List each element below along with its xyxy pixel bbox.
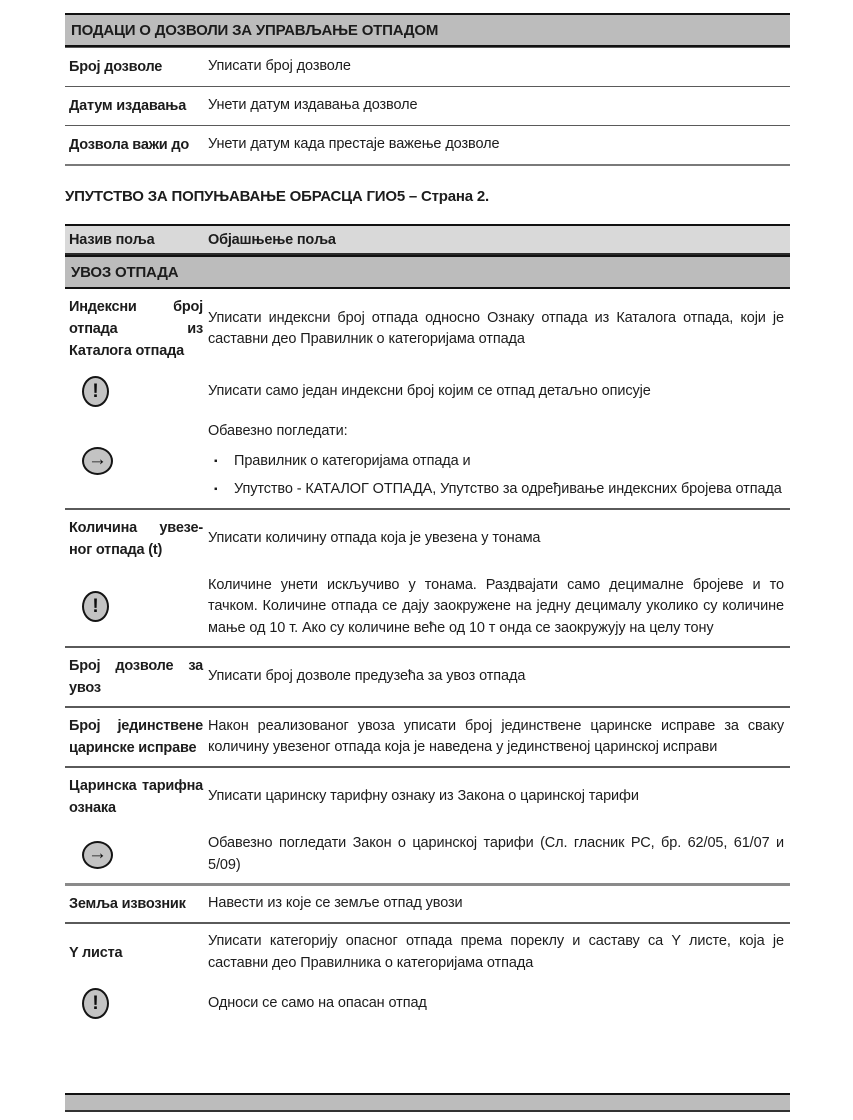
instruction-table-header-row	[65, 224, 790, 255]
field-explanation: Уписати број дозволе предузећа за увоз отпада	[208, 668, 526, 685]
field-explanation: Уписати индексни број отпада односно Ознаку отпада из Каталога отпада, који је саставни део Правилник о категоријама отпада	[208, 309, 784, 347]
field-name-cell	[65, 517, 208, 561]
field-explanation: Унети датум издавања дозволе	[208, 97, 418, 114]
field-explanation-cell	[208, 931, 790, 974]
table-row	[65, 125, 790, 164]
arrow-icon: →	[82, 841, 113, 869]
field-name: Број дозволе	[69, 59, 163, 75]
field-name: Датум издавања	[69, 98, 187, 114]
field-explanation-cell	[208, 993, 790, 1015]
field-explanation-cell	[208, 528, 790, 550]
table-row	[65, 706, 790, 766]
field-explanation: Након реализованог увоза уписати број јединствене царинске исправе за сваку количину увезеног отпада која је наведена у јединственој царинској исправи	[208, 717, 784, 755]
field-explanation: Уписати царинску тарифну ознаку из Закона о царинској тарифи	[208, 788, 639, 805]
field-explanation: Уписати категорију опасног отпада према пореклу и саставу са Y листе, која је саставни део Правилника о категоријама отпада	[208, 933, 784, 971]
field-explanation-cell	[208, 833, 790, 876]
page-title: УПУТСТВО ЗА ПОПУЊАВАЊЕ ОБРАСЦА ГИО5 – Страна 2.	[65, 188, 489, 205]
field-explanation-cell	[208, 666, 790, 688]
field-name-cell	[65, 715, 208, 759]
field-explanation: Уписати број дозволе	[208, 58, 351, 75]
bullet-text: Упутство - КАТАЛОГ ОТПАДА, Упутство за одређивање индексних бројева отпада	[234, 481, 782, 497]
field-explanation-cell	[208, 381, 790, 403]
field-name: Царинска тарифна ознака	[69, 778, 203, 816]
field-name: Земља извозник	[69, 896, 186, 912]
section-band	[65, 255, 790, 289]
field-explanation: Количине унети искључиво у тонама. Раздвајати само децималне бројеве и то тачком. Количине отпада се дају заокружене на једну децималу уколико су количине мање од 10 т. Ако су количине веће од 10 т онда се заокружују на целу тону	[208, 576, 784, 636]
bullet-icon: ▪	[214, 484, 218, 495]
field-explanation: Уписати количину отпада која је увезена у тонама	[208, 529, 541, 546]
bullet-icon: ▪	[214, 455, 218, 467]
table-row	[65, 568, 790, 647]
instruction-table	[65, 224, 790, 1026]
table-row	[65, 922, 790, 981]
table-row	[65, 414, 790, 508]
table-row	[65, 981, 790, 1026]
field-explanation-cell	[208, 786, 790, 808]
field-name: Y листа	[69, 944, 123, 961]
column-header-field-name: Назив поља	[69, 232, 155, 248]
field-name: Број јединствене царинске исправе	[69, 718, 203, 756]
field-name-cell	[65, 775, 208, 819]
field-explanation: Односи се само на опасан отпад	[208, 994, 427, 1011]
section-title: УВОЗ ОТПАДА	[71, 264, 179, 281]
table-row	[65, 883, 790, 922]
table-row	[65, 86, 790, 125]
table-row	[65, 646, 790, 706]
field-name-cell	[65, 296, 208, 362]
exclamation-icon: !	[82, 376, 109, 407]
table-row	[65, 47, 790, 86]
table-row	[65, 826, 790, 883]
icon-cell	[65, 841, 208, 869]
exclamation-icon: !	[82, 591, 109, 622]
permit-table-title: ПОДАЦИ О ДОЗВОЛИ ЗА УПРАВЉАЊЕ ОТПАДОМ	[71, 22, 439, 39]
next-section-band	[65, 1093, 790, 1112]
document-page	[65, 13, 790, 1026]
arrow-icon: →	[82, 447, 113, 475]
icon-cell	[65, 988, 208, 1019]
exclamation-icon: !	[82, 988, 109, 1019]
bullet-text: Правилник о категоријама отпада и	[234, 452, 471, 469]
field-name-cell	[65, 655, 208, 699]
field-explanation-cell	[208, 716, 790, 759]
field-name: Индексни број отпада из Каталога отпада	[69, 299, 203, 359]
field-explanation-cell	[208, 308, 790, 351]
field-explanation: Уписати само један индексни број којим се отпад детаљно описује	[208, 382, 651, 399]
instruction-rows	[65, 289, 790, 1026]
table-row	[65, 369, 790, 414]
icon-cell	[65, 447, 208, 475]
permit-table-header	[65, 13, 790, 47]
permit-table	[65, 13, 790, 166]
field-name: Дозвола важи до	[69, 137, 189, 153]
table-row	[65, 289, 790, 369]
field-explanation: Навести из које се земље отпад увози	[208, 895, 463, 912]
table-row	[65, 766, 790, 826]
field-name: Количина увезе-ног отпада (t)	[69, 519, 203, 558]
field-name: Број дозволе за увоз	[69, 658, 203, 696]
field-name-cell	[65, 942, 208, 964]
column-header-field-explanation: Објашњење поља	[208, 232, 336, 248]
field-explanation: Унети датум када престаје важење дозволе	[208, 136, 500, 153]
explanation-intro: Обавезно погледати:	[208, 423, 348, 439]
field-explanation: Обавезно погледати Закон о царинској тарифи (Сл. гласник РС, бр. 62/05, 61/07 и 5/09)	[208, 835, 784, 873]
field-explanation-cell	[208, 575, 790, 640]
bullet-item	[208, 451, 784, 473]
field-explanation-cell	[208, 421, 790, 501]
icon-cell	[65, 376, 208, 407]
field-name-cell	[65, 893, 208, 915]
bullet-item	[208, 479, 784, 501]
icon-cell	[65, 591, 208, 622]
field-explanation-cell	[208, 893, 790, 915]
table-row	[65, 508, 790, 568]
